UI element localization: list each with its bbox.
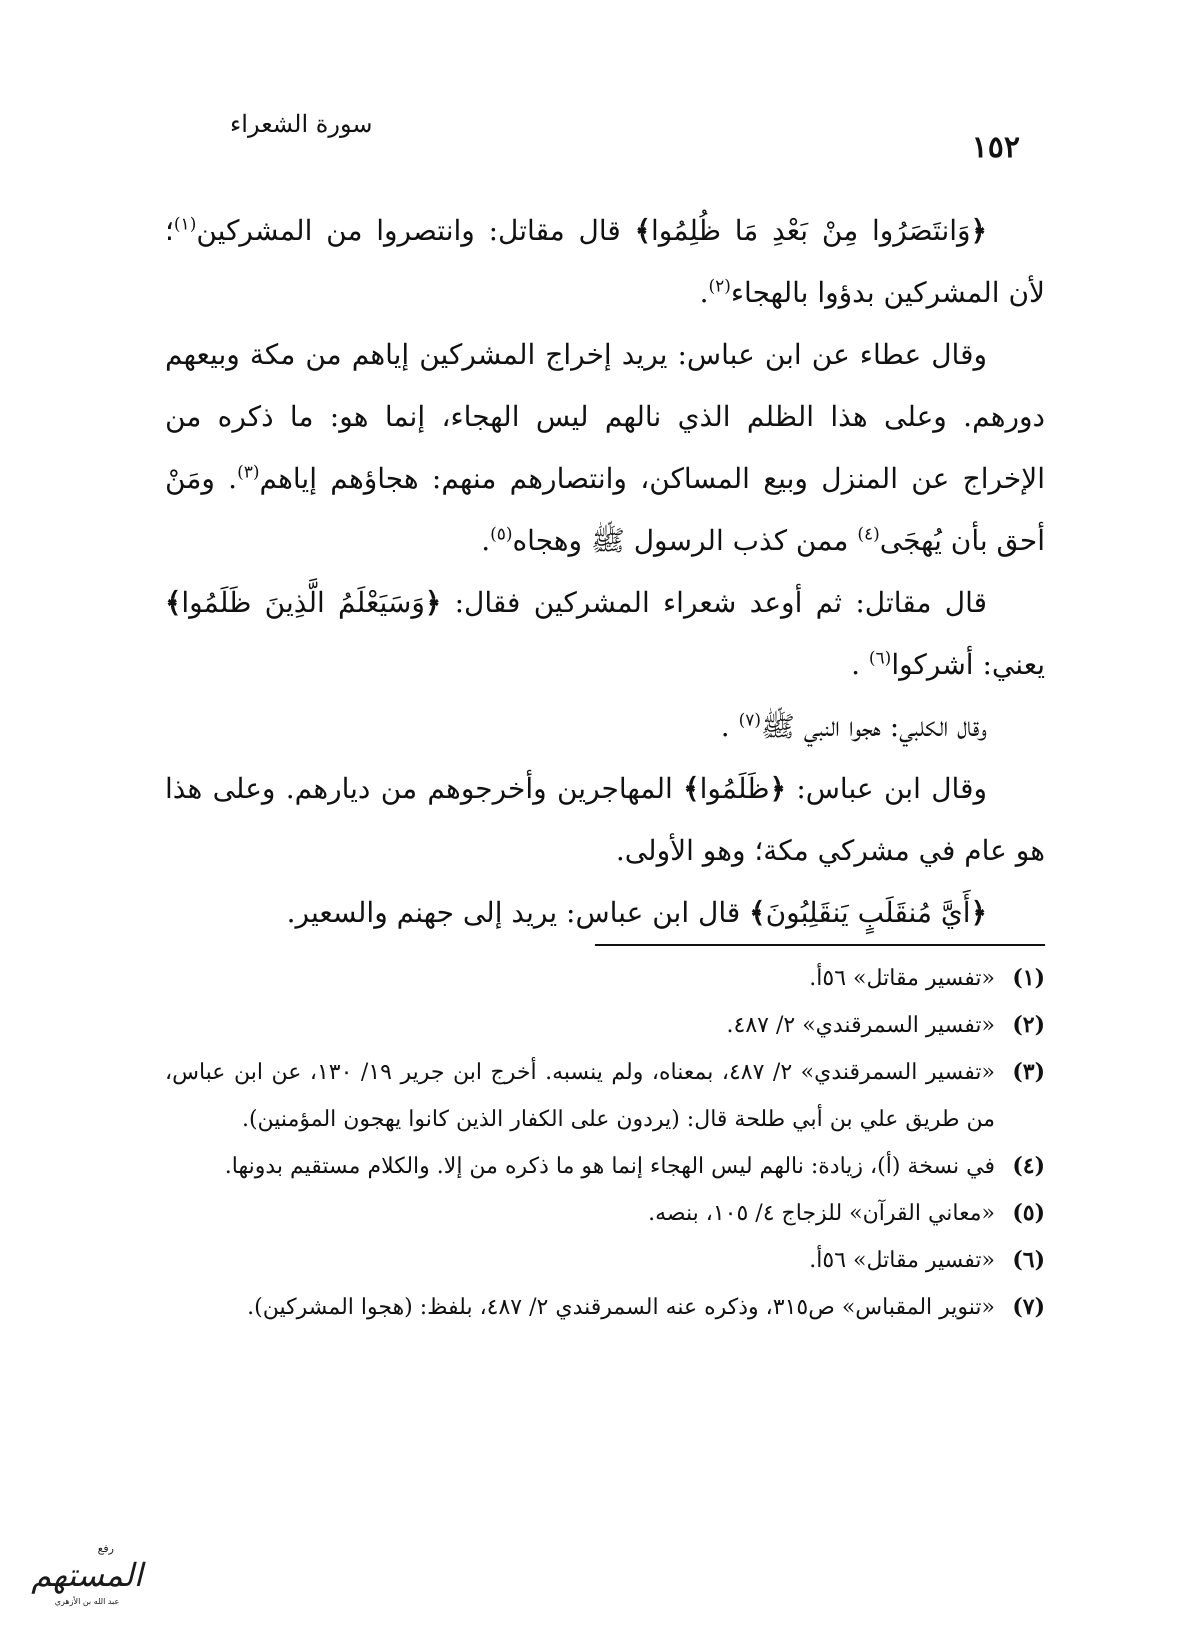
footnote-number: (٤) [1012,1153,1045,1179]
footnote-item [165,1237,1045,1284]
footnote-item [165,1284,1045,1331]
footnote-item [165,1049,1045,1143]
footnote-text: «تفسير مقاتل» ٥٦أ. [809,966,995,991]
ornate-bracket-close: ﴾ [749,896,766,929]
quran-verse: وَانتَصَرُوا مِنْ بَعْدِ مَا ظُلِمُوا [651,214,971,247]
footnote-text: «تنوير المقباس» ص٣١٥، وذكره عنه السمرقندي ٢/ ٤٨٧، بلفظ: (هجوا المشركين). [247,1295,995,1320]
footnote-item [165,955,1045,1002]
footnote-text: «تفسير السمرقندي» ٢/ ٤٨٧، بمعناه، ولم ينسبه. أخرج ابن جرير ١٩/ ١٣٠، عن ابن عباس، من طريق علي بن أبي طلحة قال: (يردون على الكفار الذين كانوا يهجون المؤمنين). [165,1060,995,1132]
ornate-bracket-close: ﴾ [634,214,651,247]
ornate-bracket-open: ﴿ [970,896,987,929]
footnote-ref[interactable]: (١) [173,214,197,235]
footnote-text: «تفسير السمرقندي» ٢/ ٤٨٧. [726,1013,995,1038]
footnote-number: (٢) [1012,1012,1045,1038]
paragraph-text: . [699,276,709,309]
footnote-text: «معاني القرآن» للزجاج ٤/ ١٠٥، بنصه. [648,1201,995,1226]
paragraph-text: وقال الكلبي: هجوا النبي ﷺ [761,710,987,743]
stamp-top-text: رفع [97,1542,114,1555]
footnote-text: في نسخة (أ)، زيادة: نالهم ليس الهجاء إنما هو ما ذكره من إلا. والكلام مستقيم بدونها. [224,1154,995,1179]
paragraph-2 [165,324,1045,572]
ornate-bracket-close: ﴾ [683,772,700,805]
page-header [150,108,1040,165]
footnotes [165,955,1045,1331]
stamp-sub-text: عبد الله بن الأزهري [54,1597,120,1606]
running-title: سورة الشعراء [230,110,373,138]
paragraph-text: . [481,524,491,557]
paragraph-text: وقال عطاء عن ابن عباس: يريد إخراج المشركين إياهم من مكة وبيعهم دورهم. وعلى هذا الظلم الذي نالهم ليس الهجاء، إنما هو: ما ذكره من الإخراج عن المنزل وبيع المساكن، وانتصارهم منهم: هجاؤهم إياهم [165,338,1045,495]
paragraph-text: . [720,710,739,743]
ornate-bracket-open: ﴿ [970,214,987,247]
stamp-main-text: المستهم [31,1556,143,1594]
page-number: ١٥٢ [971,130,1020,165]
paragraph-6 [165,882,1045,944]
footnote-divider [595,944,1045,946]
footnote-item [165,1190,1045,1237]
ornate-bracket-open: ﴿ [424,586,442,619]
calligraphy-stamp-logo [22,1540,152,1608]
paragraph-5 [165,758,1045,882]
quran-verse: أَيَّ مُنقَلَبٍ يَنقَلِبُونَ [765,896,971,929]
footnote-number: (٦) [1012,1247,1045,1273]
footnote-item [165,1002,1045,1049]
footnote-number: (١) [1012,965,1045,991]
paragraph-text: ممن كذب الرسول ﷺ وهجاه [512,524,858,557]
footnote-number: (٣) [1012,1059,1045,1085]
footnote-ref[interactable]: (٦) [868,648,892,669]
paragraph-text: . [851,648,869,681]
main-text [165,200,1045,944]
footnote-number: (٥) [1012,1200,1045,1226]
footnote-ref[interactable]: (٧) [738,710,761,731]
ornate-bracket-open: ﴿ [769,772,786,805]
paragraph-4 [165,696,1045,758]
quran-verse: وَسَيَعْلَمُ الَّذِينَ ظَلَمُوا [181,586,425,619]
paragraph-text: وقال ابن عباس: [785,772,987,805]
paragraph-text: قال ابن عباس: يريد إلى جهنم والسعير. [286,896,750,929]
paragraph-text: قال مقاتل: ثم أوعد شعراء المشركين فقال: [441,586,987,619]
footnote-item [165,1143,1045,1190]
paragraph-text: المهاجرين وأخرجوهم من ديارهم. وعلى هذا هو عام في مشركي مكة؛ وهو الأولى. [165,772,1045,867]
ornate-bracket-close: ﴾ [165,586,182,619]
quran-verse: ظَلَمُوا [699,772,770,805]
paragraph-text: قال مقاتل: وانتصروا من المشركين [196,214,635,247]
footnote-text: «تفسير مقاتل» ٥٦أ. [809,1248,995,1273]
paragraph-3 [165,572,1045,696]
paragraph-text: ؛ لأن المشركين بدؤوا بالهجاء [165,214,1045,309]
footnote-ref[interactable]: (٢) [708,276,731,297]
footnote-number: (٧) [1012,1294,1045,1320]
footnote-ref[interactable]: (٥) [490,524,513,545]
footnote-ref[interactable]: (٤) [857,524,880,545]
footnote-ref[interactable]: (٣) [237,462,260,483]
paragraph-1 [165,200,1045,324]
paragraph-text: يعني: أشركوا [891,648,1045,681]
paragraph-text: . ومَنْ أحق بأن يُهجَى [165,462,1045,557]
